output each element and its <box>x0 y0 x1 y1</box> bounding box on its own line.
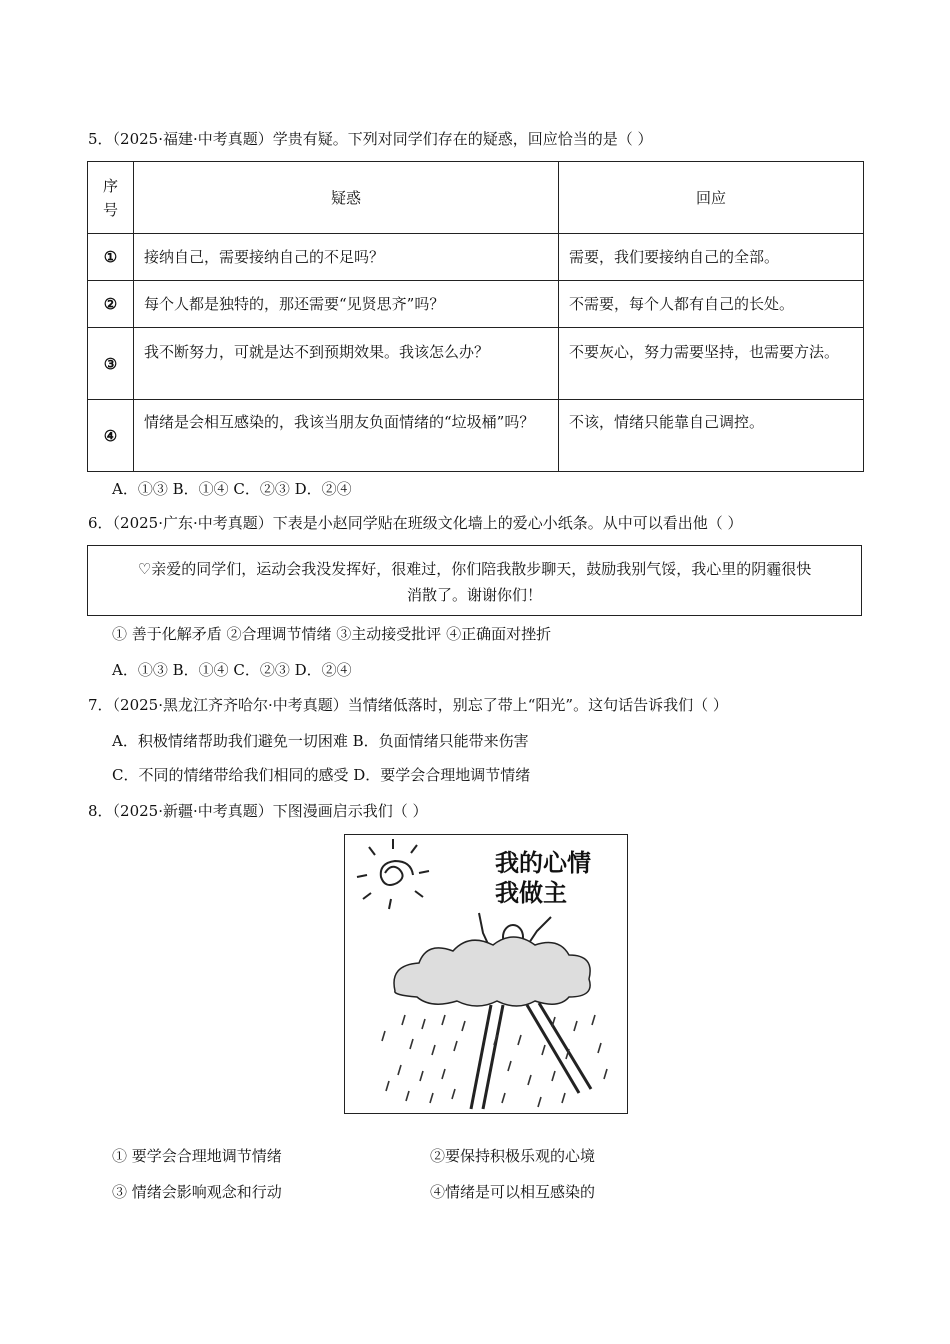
q6-statements: ① 善于化解矛盾 ②合理调节情绪 ③主动接受批评 ④正确面对挫折 <box>112 625 552 643</box>
table-row <box>88 281 864 328</box>
row-num: ① <box>88 234 134 281</box>
q5-stem: 5．（2025·福建·中考真题）学贵有疑。下列对同学们存在的疑惑，回应恰当的是（ ） <box>88 130 653 148</box>
q7-stem: 7．（2025·黑龙江齐齐哈尔·中考真题）当情绪低落时，别忘了带上“阳光”。这句话告诉我们（ ） <box>88 696 728 714</box>
cartoon-drawing <box>345 835 627 1113</box>
q5-options: A．①③ B．①④ C．②③ D．②④ <box>112 480 352 498</box>
row-doubt: 情绪是会相互感染的，我该当朋友负面情绪的“垃圾桶”吗？ <box>134 400 559 472</box>
header-doubt: 疑惑 <box>134 162 559 234</box>
cartoon-image <box>344 834 628 1114</box>
row-reply: 不需要，每个人都有自己的长处。 <box>559 281 864 328</box>
cartoon-caption-line-2: 我做主 <box>495 879 567 907</box>
q7-options-ab: A．积极情绪帮助我们避免一切困难 B．负面情绪只能带来伤害 <box>112 732 529 750</box>
q6-stem: 6．（2025·广东·中考真题）下表是小赵同学贴在班级文化墙上的爱心小纸条。从中可以看出他（ ） <box>88 514 743 532</box>
q6-note <box>87 545 862 616</box>
q6-options: A．①③ B．①④ C．②③ D．②④ <box>112 661 352 679</box>
q5-table <box>87 161 864 472</box>
row-doubt: 接纳自己，需要接纳自己的不足吗？ <box>134 234 559 281</box>
sun-icon <box>357 839 429 909</box>
note-line-2: 消散了。谢谢你们！ <box>406 586 542 604</box>
table-row <box>88 234 864 281</box>
row-num: ③ <box>88 328 134 400</box>
q8-statement-2: ②要保持积极乐观的心境 <box>430 1147 596 1165</box>
note-line-1: ♡亲爱的同学们，运动会我没发挥好，很难过，你们陪我散步聊天，鼓励我别气馁，我心里的阴霾很快 <box>137 560 812 578</box>
row-num: ④ <box>88 400 134 472</box>
q8-stem: 8．（2025·新疆·中考真题）下图漫画启示我们（ ） <box>88 802 428 820</box>
cloud-icon <box>394 937 590 1006</box>
row-doubt: 我不断努力，可就是达不到预期效果。我该怎么办？ <box>134 328 559 400</box>
row-num: ② <box>88 281 134 328</box>
q8-statement-4: ④情绪是可以相互感染的 <box>430 1183 596 1201</box>
header-reply: 回应 <box>559 162 864 234</box>
row-reply: 需要，我们要接纳自己的全部。 <box>559 234 864 281</box>
q8-statement-3: ③ 情绪会影响观念和行动 <box>112 1183 282 1201</box>
cartoon-caption-line-1: 我的心情 <box>495 849 591 877</box>
row-reply: 不要灰心，努力需要坚持，也需要方法。 <box>559 328 864 400</box>
q7-options-cd: C．不同的情绪带给我们相同的感受 D．要学会合理地调节情绪 <box>112 766 531 784</box>
row-reply: 不该，情绪只能靠自己调控。 <box>559 400 864 472</box>
q8-statement-1: ① 要学会合理地调节情绪 <box>112 1147 282 1165</box>
stilts-icon <box>471 1003 591 1109</box>
table-row <box>88 328 864 400</box>
row-doubt: 每个人都是独特的，那还需要“见贤思齐”吗？ <box>134 281 559 328</box>
table-row <box>88 400 864 472</box>
header-num: 序号 <box>88 162 134 234</box>
